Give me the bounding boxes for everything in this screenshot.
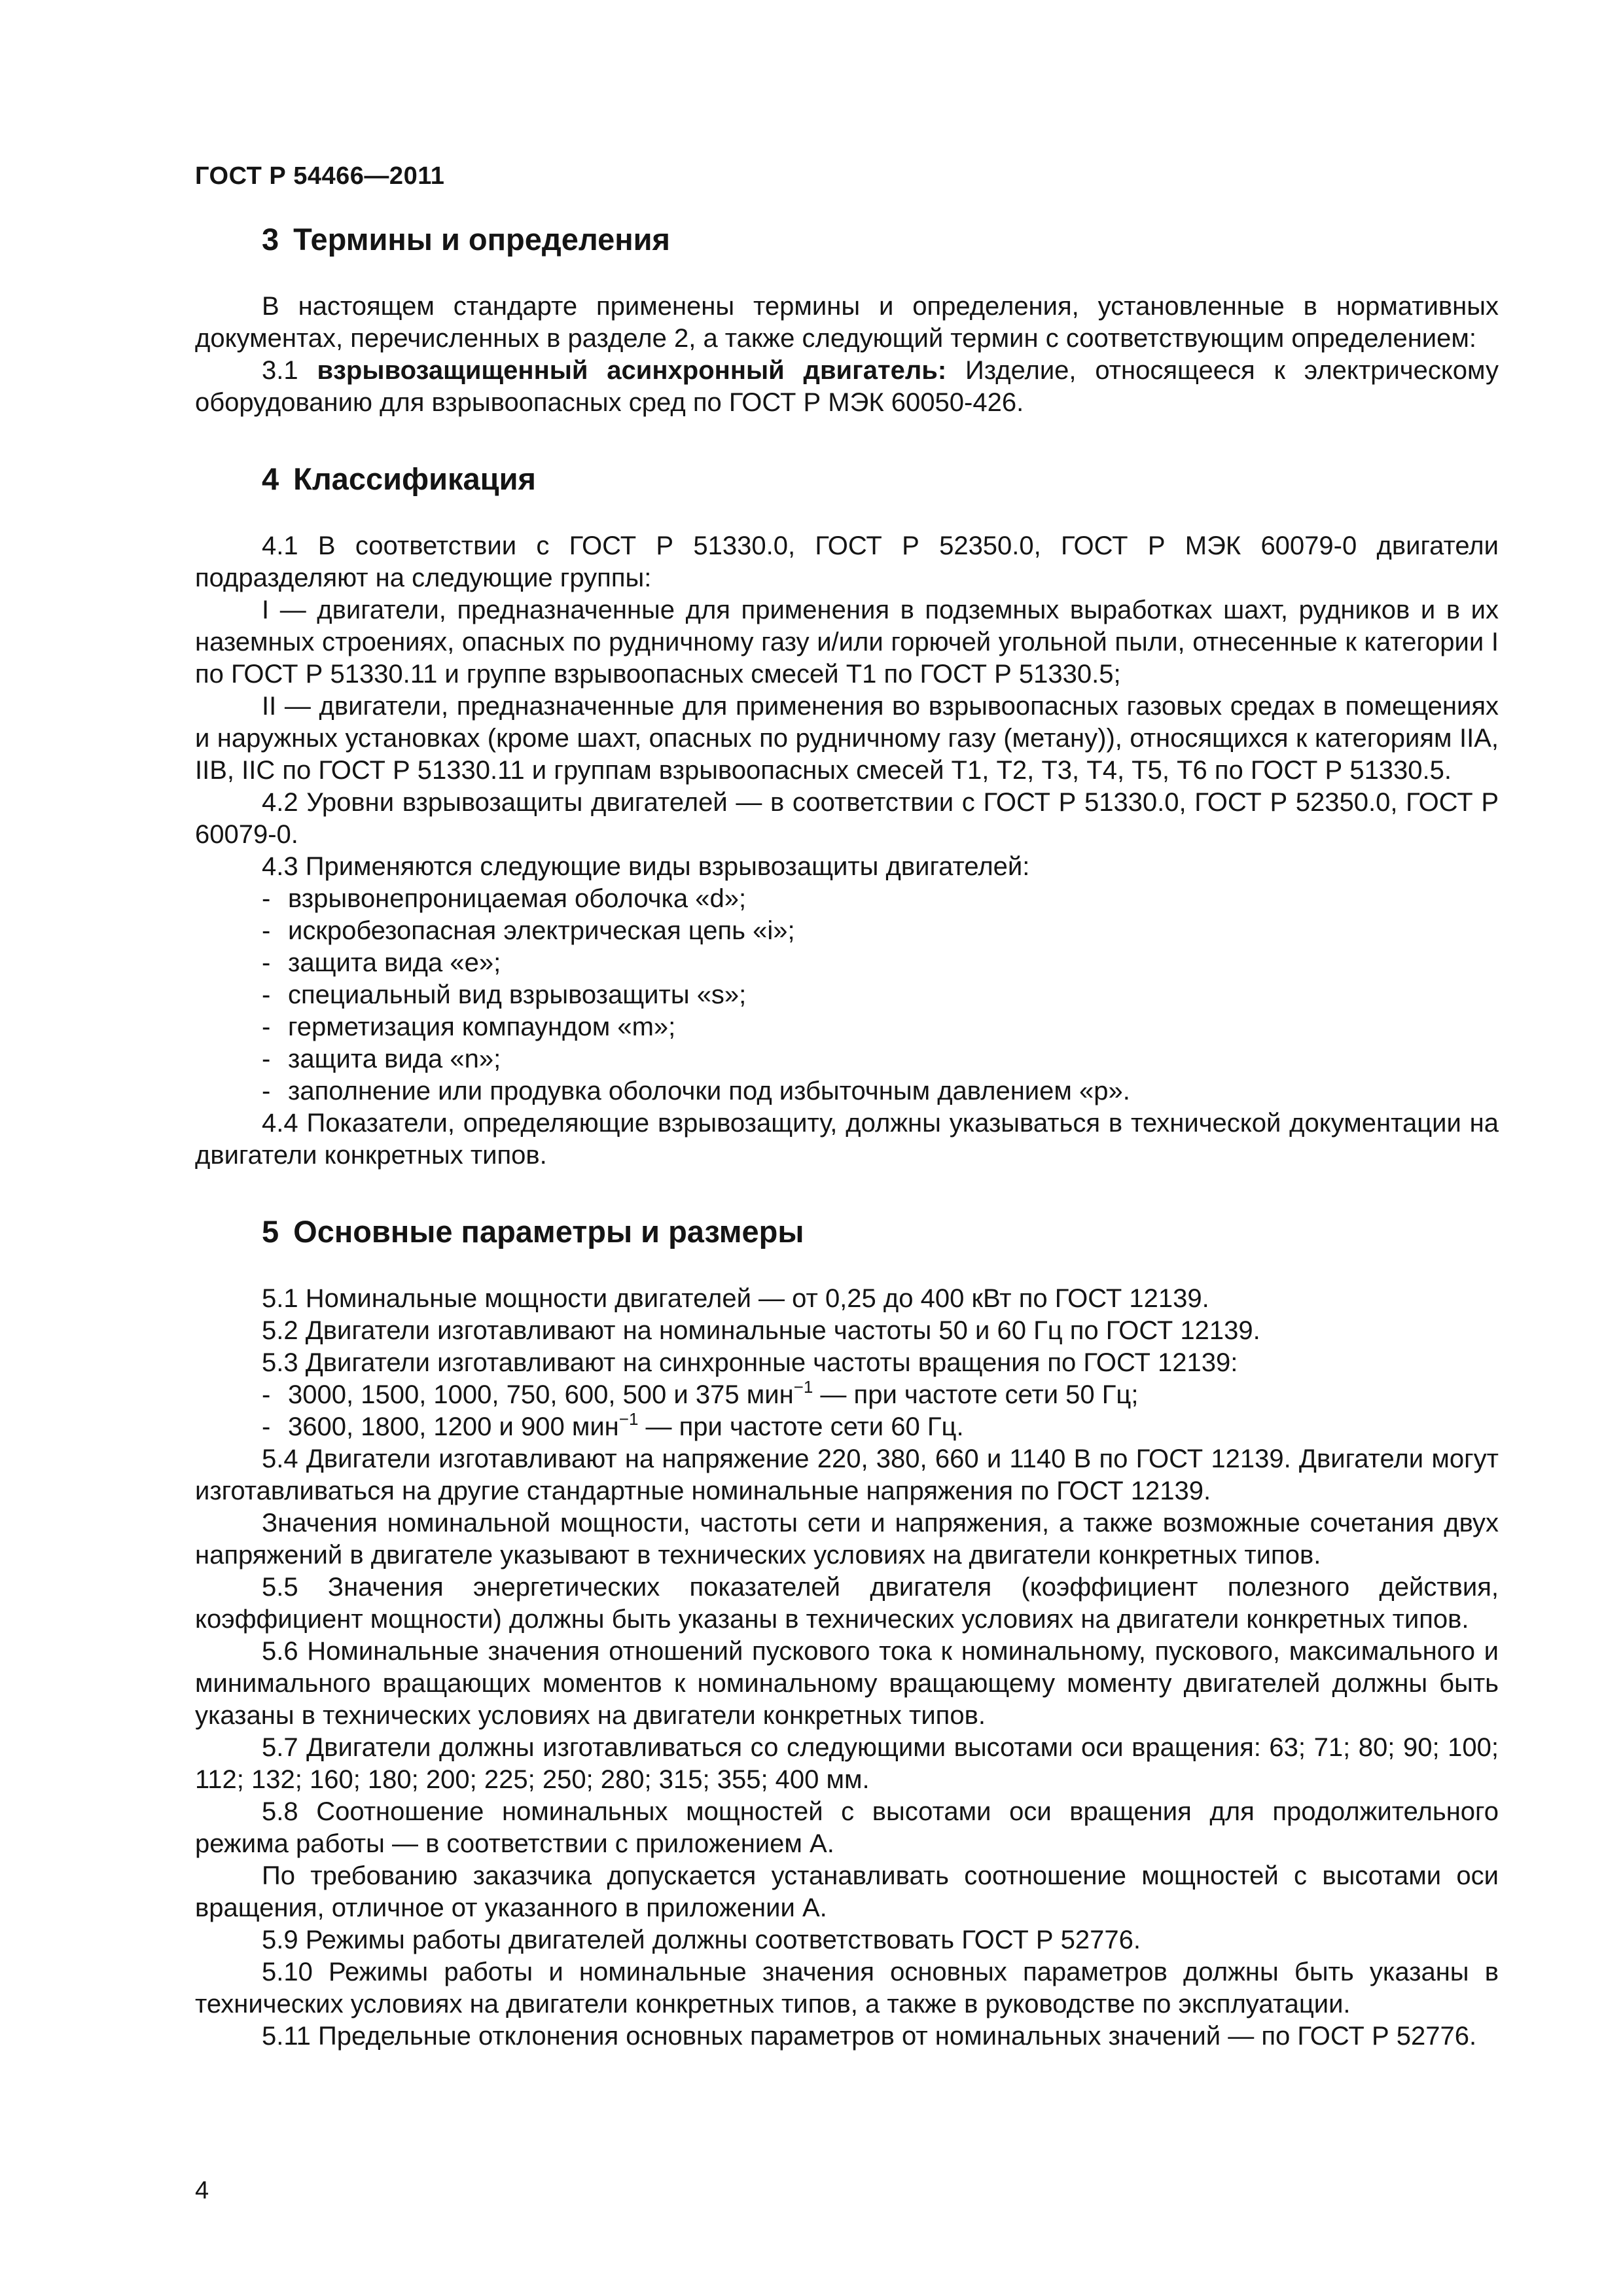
term-3-1-name: взрывозащищенный асинхронный двигатель: xyxy=(317,356,947,385)
list-item: - 3600, 1800, 1200 и 900 мин$^{-1}$ — при частоте сети 60 Гц. xyxy=(262,1409,964,1441)
clause-5-3: 5.3 Двигатели изготавливают на синхронные частоты вращения по ГОСТ 12139: xyxy=(262,1348,1238,1377)
list-item: - защита вида «е»; xyxy=(262,948,501,977)
section-5-number: 5 xyxy=(262,1214,279,1249)
section-4-heading xyxy=(195,461,1499,497)
clause-5-5: 5.5 Значения энергетических показателей двигателя (коэффициент полезного действия, коэффициент мощности) должны быть указаны в технических условиях на двигатели конкретных типов. xyxy=(195,1573,1499,1634)
clause-4-3: 4.3 Применяются следующие виды взрывозащиты двигателей: xyxy=(262,852,1030,881)
clause-5-6: 5.6 Номинальные значения отношений пускового тока к номинальному, пускового, максимального и минимального вращающих моментов к номинальному вращающему моменту двигателей должны быть указаны в технических условиях на двигатели конкретных типов. xyxy=(195,1637,1499,1730)
clause-5-10: 5.10 Режимы работы и номинальные значения основных параметров должны быть указаны в технических условиях на двигатели конкретных типов, а также в руководстве по эксплуатации. xyxy=(195,1958,1499,2018)
list-item: - взрывонепроницаемая оболочка «d»; xyxy=(262,884,747,913)
term-3-1-definition: Изделие, относящееся к электрическому оборудованию для взрывоопасных сред по ГОСТ Р МЭК 60050-426. xyxy=(195,356,1499,417)
clause-5-4-note: Значения номинальной мощности, частоты сети и напряжения, а также возможные сочетания двух напряжений в двигателе указывают в технических условиях на двигатели конкретных типов. xyxy=(195,1509,1499,1570)
page-number: 4 xyxy=(195,2177,209,2204)
list-item: - защита вида «n»; xyxy=(262,1045,501,1073)
list-item: - искробезопасная электрическая цепь «i»; xyxy=(262,916,795,945)
list-item: - 3000, 1500, 1000, 750, 600, 500 и 375 мин$^{-1}$ — при частоте сети 50 Гц; xyxy=(262,1377,1139,1409)
group-1-text: I — двигатели, предназначенные для применения в подземных выработках шахт, рудников и в их наземных строениях, опасных по рудничному газу и/или горючей угольной пыли, отнесенные к категории I по ГОСТ Р 51330.11 и группе взрывоопасных смесей Т1 по ГОСТ Р 51330.5; xyxy=(195,596,1499,689)
section-3-intro: В настоящем стандарте применены термины и определения, установленные в нормативных документах, перечисленных в разделе 2, а также следующий термин с соответствующим определением: xyxy=(195,292,1499,353)
document-code: ГОСТ Р 54466—2011 xyxy=(195,162,445,190)
document-body xyxy=(195,221,1499,2053)
term-3-1 xyxy=(195,355,1499,419)
clause-5-1: 5.1 Номинальные мощности двигателей — от 0,25 до 400 кВт по ГОСТ 12139. xyxy=(262,1284,1209,1313)
section-4-title: Классификация xyxy=(293,461,536,496)
list-item: - специальный вид взрывозащиты «s»; xyxy=(262,980,747,1009)
section-3-heading xyxy=(195,221,1499,258)
list-item: - герметизация компаундом «m»; xyxy=(262,1013,676,1041)
clause-5-2: 5.2 Двигатели изготавливают на номинальные частоты 50 и 60 Гц по ГОСТ 12139. xyxy=(262,1316,1260,1345)
group-2-text: II — двигатели, предназначенные для применения во взрывоопасных газовых средах в помещениях и наружных установках (кроме шахт, опасных по рудничному газу (метану)), относящихся к категориям IIA, IIB, IIC по ГОСТ Р 51330.11 и группам взрывоопасных смесей Т1, Т2, Т3, Т4, Т5, Т6 по ГОСТ Р 51330.5. xyxy=(195,692,1499,785)
section-5-heading xyxy=(195,1213,1499,1250)
section-5-title: Основные параметры и размеры xyxy=(293,1214,804,1249)
clause-5-4: 5.4 Двигатели изготавливают на напряжение 220, 380, 660 и 1140 В по ГОСТ 12139. Двигатели могут изготавливаться на другие стандартные номинальные напряжения по ГОСТ 12139. xyxy=(195,1444,1499,1505)
term-3-1-number: 3.1 xyxy=(262,356,298,385)
clause-4-2: 4.2 Уровни взрывозащиты двигателей — в соответствии с ГОСТ Р 51330.0, ГОСТ Р 52350.0, ГОСТ Р 60079-0. xyxy=(195,788,1499,849)
list-item: - заполнение или продувка оболочки под избыточным давлением «р». xyxy=(262,1077,1130,1105)
clause-4-1: 4.1 В соответствии с ГОСТ Р 51330.0, ГОСТ Р 52350.0, ГОСТ Р МЭК 60079-0 двигатели подразделяют на следующие группы: xyxy=(195,531,1499,592)
clause-5-9: 5.9 Режимы работы двигателей должны соответствовать ГОСТ Р 52776. xyxy=(262,1926,1141,1954)
clause-5-11: 5.11 Предельные отклонения основных параметров от номинальных значений — по ГОСТ Р 52776. xyxy=(262,2022,1477,2051)
section-4-number: 4 xyxy=(262,461,279,496)
clause-5-7: 5.7 Двигатели должны изготавливаться со следующими высотами оси вращения: 63; 71; 80; 90; 100; 112; 132; 160; 180; 200; 225; 250; 280; 315; 355; 400 мм. xyxy=(195,1733,1499,1794)
protection-types-list xyxy=(195,883,1499,1107)
rotation-speeds-list xyxy=(195,1379,1499,1443)
section-3-number: 3 xyxy=(262,222,279,257)
clause-4-4: 4.4 Показатели, определяющие взрывозащиту, должны указываться в технической документации на двигатели конкретных типов. xyxy=(195,1109,1499,1170)
section-3-title: Термины и определения xyxy=(293,222,670,257)
clause-5-8: 5.8 Соотношение номинальных мощностей с высотами оси вращения для продолжительного режима работы — в соответствии с приложением А. xyxy=(195,1797,1499,1858)
clause-5-8-note: По требованию заказчика допускается устанавливать соотношение мощностей с высотами оси вращения, отличное от указанного в приложении А. xyxy=(195,1861,1499,1922)
